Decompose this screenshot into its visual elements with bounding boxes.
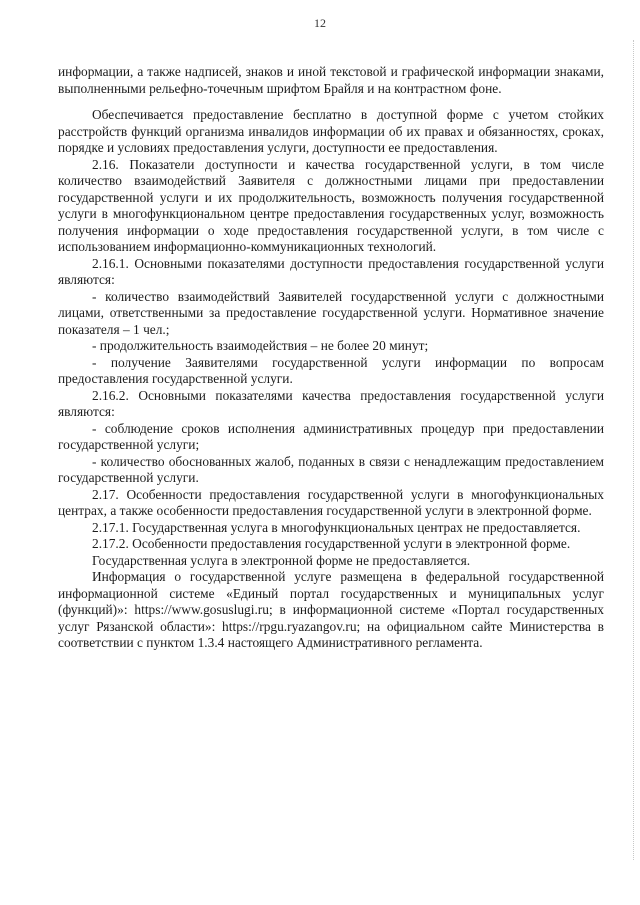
list-item: - соблюдение сроков исполнения административных процедур при предоставлении государственной услуги; bbox=[58, 420, 604, 452]
list-item: - количество обоснованных жалоб, поданных в связи с ненадлежащим предоставлением государственной услуги. bbox=[58, 453, 604, 485]
list-item: - количество взаимодействий Заявителей государственной услуги с должностными лицами, ответственными за предоставление государственной услуги. Нормативное значение показателя – 1 чел.; bbox=[58, 288, 604, 337]
paragraph: 2.16.2. Основными показателями качества предоставления государственной услуги являются: bbox=[58, 387, 604, 419]
page-number: 12 bbox=[314, 16, 326, 30]
paragraph: 2.17.2. Особенности предоставления государственной услуги в электронной форме. bbox=[92, 536, 571, 551]
paragraph: 2.16. Показатели доступности и качества государственной услуги, в том числе количество взаимодействий Заявителя с должностными лицами при предоставлении государственной услуги и их продолжительность, возможность получения государственной услуги в многофункциональном центре предоставления государственных услуг, возможность получения информации о ходе предоставления государственной услуги, в том числе с использованием информационно-коммуникационных технологий. bbox=[58, 156, 604, 254]
paragraph: 2.16.1. Основными показателями доступности предоставления государственной услуги являются: bbox=[58, 255, 604, 287]
list-item: - получение Заявителями государственной услуги информации по вопросам предоставления государственной услуги. bbox=[58, 354, 604, 386]
paragraph: Государственная услуга в электронной форме не предоставляется. bbox=[92, 552, 471, 568]
section-heading: 2.17. Особенности предоставления государственной услуги в многофункциональных центрах, а также особенности предоставления государственной услуги в электронной форме. bbox=[58, 486, 604, 518]
paragraph: информации, а также надписей, знаков и иной текстовой и графической информации знаками, выполненными рельефно-точечным шрифтом Брайля и на контрастном фоне. bbox=[58, 64, 604, 96]
paragraph: 2.17.1. Государственная услуга в многофункциональных центрах не предоставляется. bbox=[92, 519, 581, 535]
list-item: - продолжительность взаимодействия – не более 20 минут; bbox=[92, 338, 429, 353]
document-body bbox=[58, 64, 604, 652]
scan-edge-marks bbox=[629, 40, 634, 860]
paragraph: Информация о государственной услуге размещена в федеральной государственной информационной системе «Единый портал государственных и муниципальных услуг (функций)»: https://www.gosuslugi.ru; в информационной системе «Портал государственных услуг Рязанской области»: https://rpgu.ryazangov.ru; на официальном сайте Министерства в соответствии с пунктом 1.3.4 настоящего Административного регламента. bbox=[58, 569, 604, 650]
paragraph: Обеспечивается предоставление бесплатно в доступной форме с учетом стойких расстройств функций организма инвалидов информации об их правах и обязанностях, сроках, порядке и условиях предоставления услуги, доступности ее предоставления. bbox=[58, 107, 604, 155]
